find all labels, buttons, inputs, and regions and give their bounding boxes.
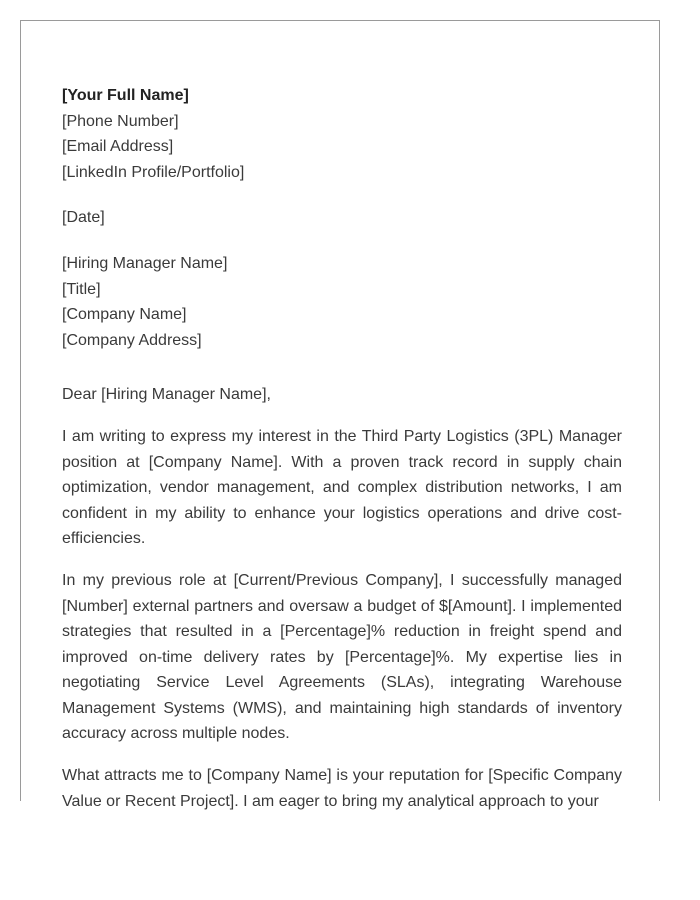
sender-linkedin: [LinkedIn Profile/Portfolio] (62, 163, 245, 181)
recipient-company: [Company Name] (62, 306, 187, 324)
body-paragraph-1: I am writing to express my interest in the Third Party Logistics (3PL) Manager position at [Company Name]. With a proven track record in supply chain optimization, vendor management, and complex distribution networks, I am confident in my ability to enhance your logistics operations and drive cost-efficiencies. (62, 427, 622, 548)
letter-date: [Date] (62, 209, 105, 227)
recipient-block (62, 251, 622, 353)
body-paragraph-2: In my previous role at [Current/Previous Company], I successfully managed [Number] external partners and oversaw a budget of $[Amount]. I implemented strategies that resulted in a [Percentage]% reduction in freight spend and improved on-time delivery rates by [Percentage]%. My expertise lies in negotiating Service Level Agreements (SLAs), integrating Warehouse Management Systems (WMS), and maintaining high standards of inventory accuracy across multiple nodes. (62, 571, 622, 743)
recipient-name: [Hiring Manager Name] (62, 254, 228, 272)
salutation: Dear [Hiring Manager Name], (62, 386, 271, 404)
sender-email: [Email Address] (62, 138, 174, 156)
sender-phone: [Phone Number] (62, 112, 179, 130)
recipient-title: [Title] (62, 280, 101, 298)
recipient-address: [Company Address] (62, 331, 202, 349)
body-paragraph-3: What attracts me to [Company Name] is your reputation for [Specific Company Value or Recent Project]. I am eager to bring my analytical approach to your (62, 767, 622, 810)
letter-content (62, 83, 622, 814)
sender-name: [Your Full Name] (62, 87, 189, 104)
date-block (62, 205, 622, 231)
sender-block (62, 83, 622, 185)
letter-page (20, 20, 660, 810)
